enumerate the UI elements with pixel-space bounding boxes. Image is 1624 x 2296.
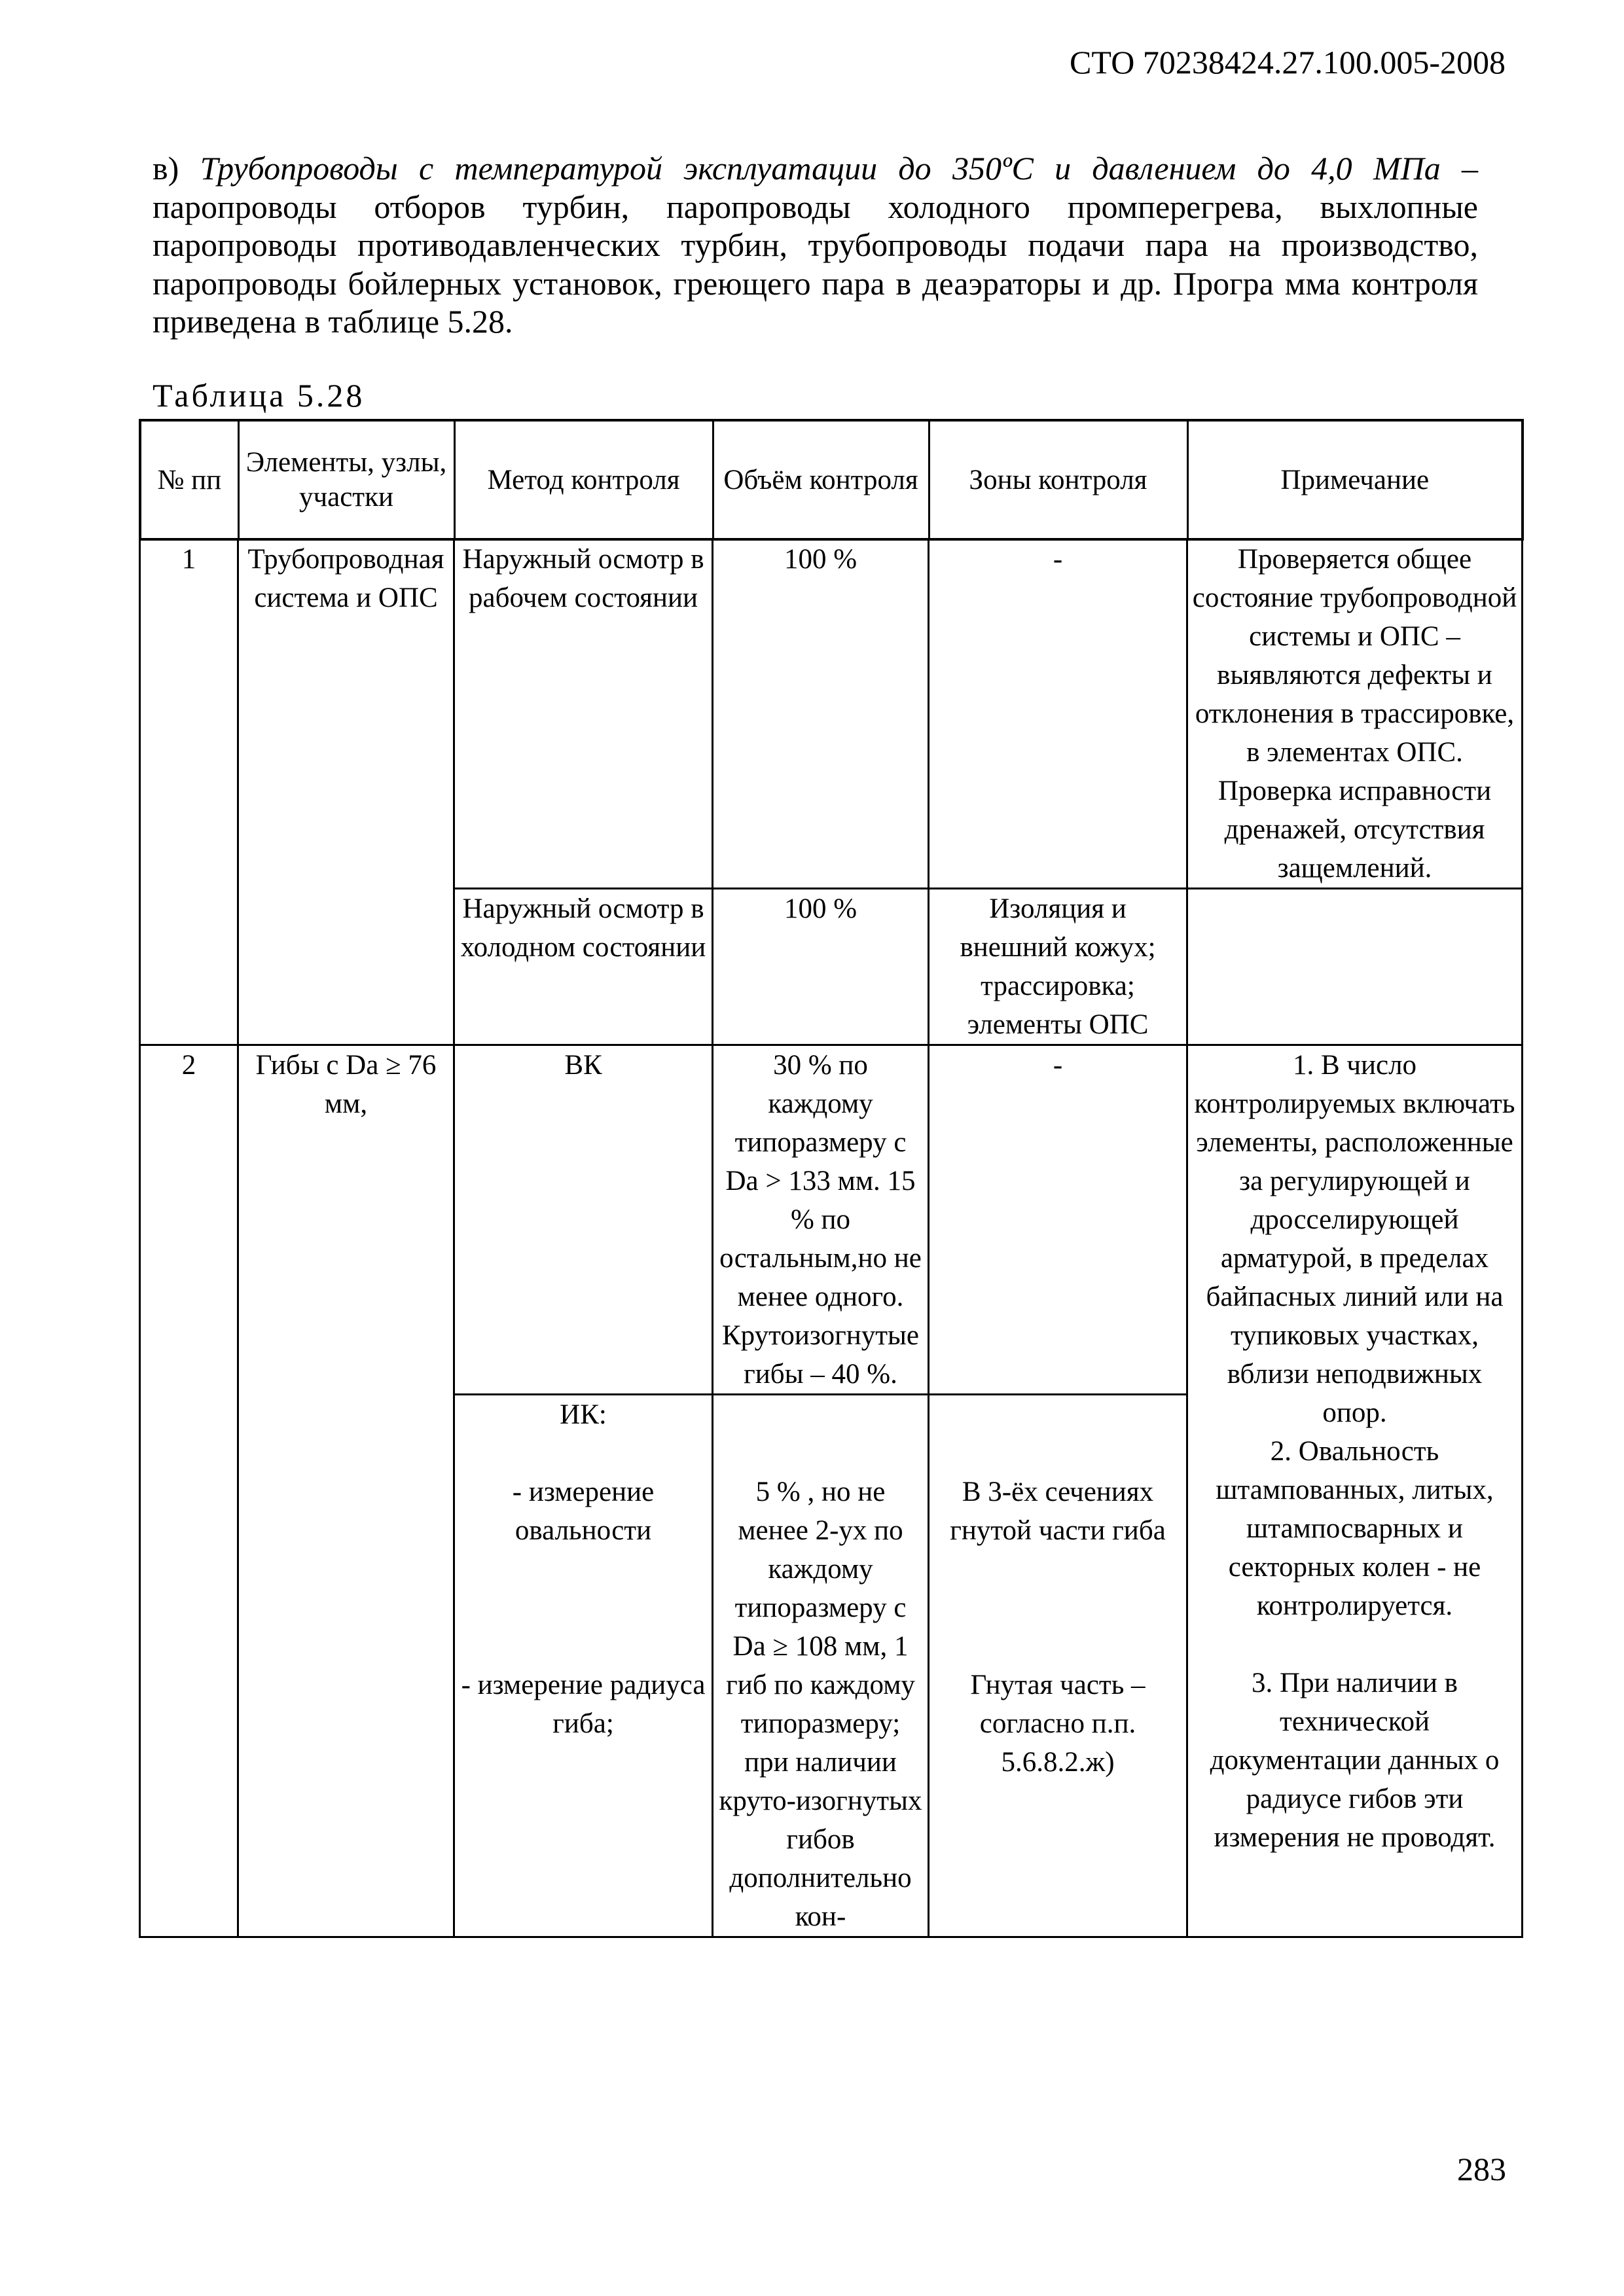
header-num: № пп: [140, 420, 238, 539]
header-method: Метод контроля: [454, 420, 713, 539]
row-1-zone-a: -: [929, 539, 1187, 889]
ik-method-radius: - измерение радиуса гиба;: [461, 1670, 706, 1739]
intro-paragraph: [153, 149, 1478, 341]
table-header: [139, 419, 1524, 541]
spacer: [933, 1434, 1182, 1473]
row-2-volume-ik: [713, 1395, 929, 1937]
row-2-element: Гибы с Da ≥ 76 мм,: [238, 1045, 454, 1937]
row-1-note-b: [1187, 889, 1523, 1045]
ik-method-ovality: - измерение овальности: [512, 1477, 655, 1546]
spacer: [717, 1434, 924, 1473]
row-2-note-1: 1. В число контролируемых включать элементы, расположенные за регулирующей и дросселирующей арматурой, в пределах байпасных линий или на тупиковых участках, вблизи неподвижных опор.: [1194, 1050, 1515, 1428]
row-1-volume-a: 100 %: [713, 539, 929, 889]
row-2-volume-vk: 30 % по каждому типоразмеру с Da > 133 мм. 15 % по остальным,но не менее одного. Крутоизогнутые гибы – 40 %.: [713, 1045, 929, 1395]
spacer: [459, 1550, 708, 1666]
row-1-zone-b: Изоляция и внешний кожух; трассировка; элементы ОПС: [929, 889, 1187, 1045]
ik-zone-radius: Гнутая часть – согласно п.п. 5.6.8.2.ж): [970, 1670, 1146, 1778]
row-2-zone-ik: [929, 1395, 1187, 1937]
row-2-method-ik: [454, 1395, 713, 1937]
row-2-note-3: 3. При наличии в технической документации данных о радиусе гибов эти измерения не проводят.: [1210, 1668, 1500, 1853]
row-1-volume-b: 100 %: [713, 889, 929, 1045]
spacer: [459, 1434, 708, 1473]
header-volume: Объём контроля: [713, 420, 929, 539]
header-zones: Зоны контроля: [929, 420, 1187, 539]
row-1-method-a: Наружный осмотр в рабочем состоянии: [454, 539, 713, 889]
ik-title: ИК:: [560, 1399, 607, 1430]
table-caption: Таблица 5.28: [153, 377, 365, 414]
header-note: Примечание: [1187, 420, 1523, 539]
intro-body: – паропроводы отборов турбин, паропроводы холодного промперегрева, выхлопные паропроводы противодавленческих турбин, трубопроводы подачи пара на производство, паропроводы бойлерных установок, греющего пара в деаэраторы и др. Програ мма контроля приведена в таблице 5.28.: [153, 150, 1479, 340]
row-2-method-vk: ВК: [454, 1045, 713, 1395]
table-row: [140, 1045, 1523, 1395]
intro-italic-title: Трубопроводы с температурой эксплуатации до 350ºС и давлением до 4,0 МПа: [200, 150, 1441, 187]
table-row: [140, 539, 1523, 889]
row-1-method-b: Наружный осмотр в холодном состоянии: [454, 889, 713, 1045]
header-row: [140, 420, 1523, 539]
row-2-num: 2: [140, 1045, 238, 1937]
spacer: [933, 1550, 1182, 1666]
row-2-zone-vk: -: [929, 1045, 1187, 1395]
page-number: 283: [1457, 2151, 1506, 2187]
row-1-note-a: Проверяется общее состояние трубопроводной системы и ОПС – выявляются дефекты и отклонения в трассировке, в элементах ОПС. Проверка исправности дренажей, отсутствия защемлений.: [1187, 539, 1523, 889]
ik-zone-ovality: В 3-ёх сечениях гнутой части гиба: [950, 1477, 1166, 1546]
spacer: [1192, 1625, 1517, 1664]
row-1-element: Трубопроводная система и ОПС: [238, 539, 454, 1045]
row-2-note: [1187, 1045, 1523, 1937]
intro-prefix: в): [153, 150, 200, 187]
row-2-note-2: 2. Овальность штампованных, литых, штампосварных и секторных колен - не контролируется.: [1216, 1436, 1494, 1621]
header-elements: Элементы, узлы, участки: [238, 420, 454, 539]
ik-volume-text: 5 % , но не менее 2-ух по каждому типоразмеру с Da ≥ 108 мм, 1 гиб по каждому типоразмеру; при наличии круто-изогнутых гибов дополнительно кон-: [719, 1477, 922, 1932]
spacer: [717, 1395, 924, 1434]
row-1-num: 1: [140, 539, 238, 1045]
table-body: [139, 538, 1523, 1938]
document-code: СТО 70238424.27.100.005-2008: [1070, 44, 1506, 81]
spacer: [933, 1395, 1182, 1434]
